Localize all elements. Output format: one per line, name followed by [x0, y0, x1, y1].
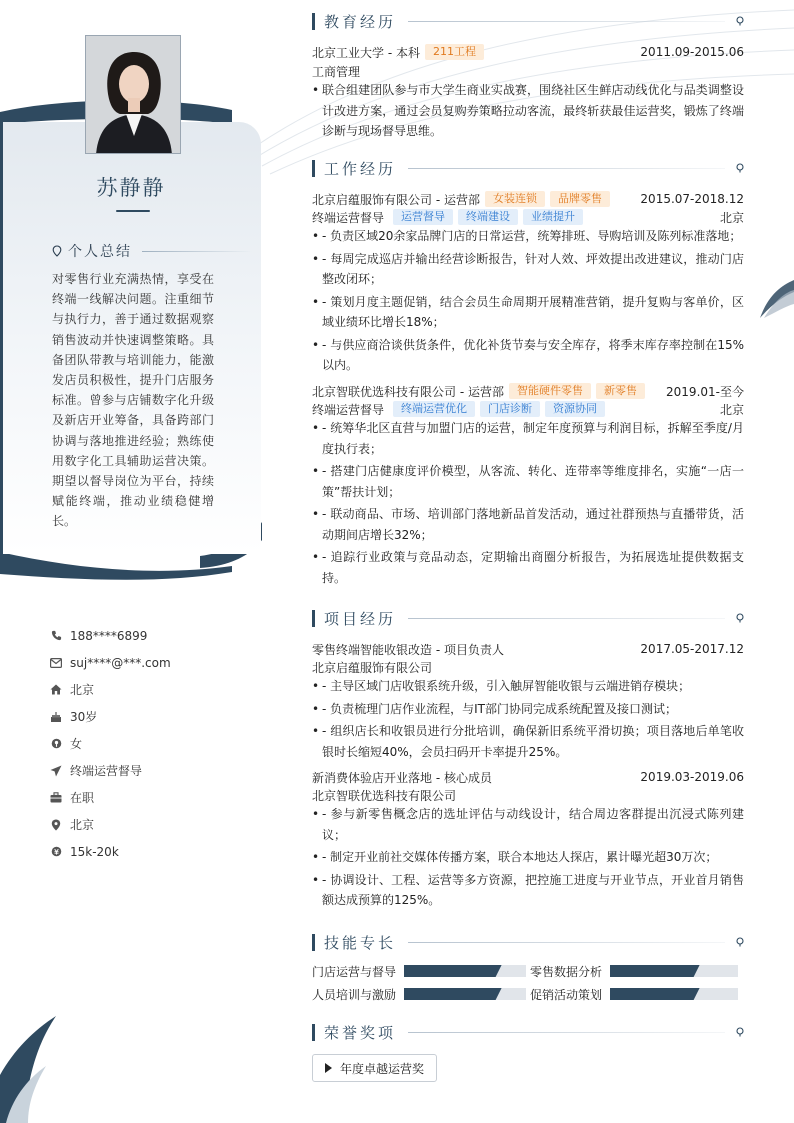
list-item: • - 追踪行业政策与竞品动态，定期输出商圈分析报告，为拓展选址提供数据支持。 — [312, 547, 744, 588]
list-item: • - 制定开业前社交媒体传播方案，联合本地达人探店，累计曝光超30万次； — [312, 847, 744, 868]
project-header — [312, 768, 744, 786]
job-period: 2015.07-2018.12 — [640, 192, 744, 206]
skill-name: 门店运营与督导 — [312, 964, 397, 979]
project-company: 北京智联优选科技有限公司 — [312, 788, 457, 803]
job-bullets — [312, 226, 744, 378]
job-period: 2019.01-至今 — [666, 384, 744, 399]
education-major-row — [312, 62, 744, 80]
section-work — [312, 157, 745, 179]
salary-icon — [50, 846, 62, 858]
play-icon — [325, 1063, 332, 1073]
job-city: 北京 — [719, 402, 744, 417]
project-company-row — [312, 658, 744, 676]
pin-icon — [735, 937, 745, 947]
major: 工商管理 — [312, 64, 361, 79]
skill-tag: 门店诊断 — [480, 401, 540, 417]
skill-bar-fill — [610, 965, 700, 977]
contact-location: 北京 — [50, 811, 250, 838]
pin-icon — [735, 1027, 745, 1037]
briefcase-icon — [50, 792, 62, 804]
skill-item — [312, 987, 526, 1001]
project-period: 2019.03-2019.06 — [640, 770, 744, 784]
name-underline — [116, 210, 150, 212]
mail-icon — [50, 657, 62, 669]
skill-name: 促销活动策划 — [530, 987, 603, 1002]
job-role: 终端运营督导 — [312, 210, 385, 225]
education-tag: 211工程 — [425, 44, 484, 60]
skill-tag: 资源协同 — [545, 401, 605, 417]
skill-name: 人员培训与激励 — [312, 987, 397, 1002]
contact-phone: 188****6899 — [50, 622, 250, 649]
skill-bar-fill — [610, 988, 700, 1000]
contact-list — [50, 622, 250, 865]
job-role-row — [312, 208, 744, 226]
section-title: 荣誉奖项 — [324, 1023, 397, 1042]
job-tag: 女装连锁 — [485, 191, 545, 207]
phone-icon — [50, 630, 62, 642]
list-item: • - 与供应商洽谈供货条件，优化补货节奏与安全库存，将季末库存率控制在15%以内。 — [312, 335, 744, 376]
section-title: 技能专长 — [324, 933, 397, 952]
project-name: 新消费体验店开业落地 - 核心成员 — [312, 770, 492, 785]
job-tag: 品牌零售 — [550, 191, 610, 207]
profile-photo — [85, 35, 181, 154]
home-icon — [50, 684, 62, 696]
summary-header — [52, 241, 252, 261]
project-bullets — [312, 676, 744, 764]
skill-item — [530, 987, 738, 1001]
list-item: • - 负责梳理门店作业流程，与IT部门协同完成系统配置及接口测试； — [312, 699, 744, 720]
contact-email: suj****@***.com — [50, 649, 250, 676]
job-header — [312, 190, 744, 208]
section-title: 项目经历 — [324, 609, 397, 628]
pin-icon — [735, 613, 745, 623]
skill-bar — [610, 965, 738, 977]
list-item: • - 协调设计、工程、运营等多方资源，把控施工进度与开业节点，开业首月销售额达成预算的125%。 — [312, 870, 744, 911]
list-item: • - 每周完成巡店并输出经营诊断报告，针对人效、坪效提出改进建议，推动门店整改闭环； — [312, 249, 744, 290]
list-item: • 联合组建团队参与市大学生商业实战赛，围绕社区生鲜店动线优化与品类调整设计改进方案，通过会员复购券策略拉动客流，最终斩获最佳运营奖，锻炼了终端诊断与现场督导思维。 — [312, 80, 744, 142]
contact-status: 在职 — [50, 784, 250, 811]
project-name: 零售终端智能收银改造 - 项目负责人 — [312, 642, 504, 657]
project-header — [312, 640, 744, 658]
project-bullets — [312, 804, 744, 913]
skill-item — [312, 964, 526, 978]
skill-bar-fill — [404, 965, 502, 977]
summary-title: 个人总结 — [68, 244, 132, 260]
contact-home: 北京 — [50, 676, 250, 703]
skill-name: 零售数据分析 — [530, 964, 603, 979]
candidate-name: 苏静静 — [96, 176, 166, 200]
education-bullets — [312, 80, 744, 144]
contact-age: 30岁 — [50, 703, 250, 730]
award-name: 年度卓越运营奖 — [340, 1061, 425, 1076]
project-company: 北京启蕴服饰有限公司 — [312, 660, 433, 675]
education-header — [312, 43, 744, 61]
contact-position: 终端运营督导 — [50, 757, 250, 784]
job-role-row — [312, 400, 744, 418]
list-item: • - 策划月度主题促销，结合会员生命周期开展精准营销，提升复购与客单价，区域业绩环比增长18%； — [312, 292, 744, 333]
list-item: • - 搭建门店健康度评价模型，从客流、转化、连带率等维度排名，实施“一店一策”帮扶计划； — [312, 461, 744, 502]
skill-bar — [404, 965, 526, 977]
job-tag: 新零售 — [596, 383, 645, 399]
job-city: 北京 — [719, 210, 744, 225]
education-period: 2011.09-2015.06 — [640, 45, 744, 59]
pin-icon — [52, 245, 62, 257]
cake-icon — [50, 711, 62, 723]
project-company-row — [312, 786, 744, 804]
list-item: • - 联动商品、市场、培训部门落地新品首发活动，通过社群预热与直播带货，活动期间店增长32%； — [312, 504, 744, 545]
section-title: 教育经历 — [324, 12, 397, 31]
job-role: 终端运营督导 — [312, 402, 385, 417]
skill-bar — [404, 988, 526, 1000]
section-education — [312, 10, 745, 32]
skill-tag: 运营督导 — [393, 209, 453, 225]
summary-text: 对零售行业充满热情，享受在终端一线解决问题。注重细节与执行力，善于通过数据观察销售波动并快速调整策略。具备团队带教与培训能力，能激发店员积极性，提升门店服务标准。曾参与店铺数字化升级及新店开业筹备，具备跨部门协调与落地推进经验；熟练使用数字化工具辅助运营决策。期望以督导岗位为平台，持续赋能终端，推动业绩稳健增长。 — [52, 272, 214, 529]
pin-icon — [735, 163, 745, 173]
skill-tag: 业绩提升 — [523, 209, 583, 225]
skill-bar-fill — [404, 988, 502, 1000]
pin-icon — [735, 16, 745, 26]
list-item: • - 负责区域20余家品牌门店的日常运营，统筹排班、导购培训及陈列标准落地； — [312, 226, 744, 247]
job-bullets — [312, 418, 744, 590]
contact-salary: 15k-20k — [50, 838, 250, 865]
job-header — [312, 382, 744, 400]
send-icon — [50, 765, 62, 777]
award-badge — [312, 1054, 437, 1082]
school-name: 北京工业大学 - 本科 — [312, 45, 420, 60]
list-item: • - 统筹华北区直营与加盟门店的运营，制定年度预算与利润目标，拆解至季度/月度执行表； — [312, 418, 744, 459]
location-icon — [50, 819, 62, 831]
contact-gender: 女 — [50, 730, 250, 757]
skill-tag: 终端运营优化 — [393, 401, 475, 417]
section-projects — [312, 607, 745, 629]
job-tag: 智能硬件零售 — [509, 383, 591, 399]
gender-icon — [50, 738, 62, 750]
section-honors — [312, 1021, 745, 1043]
section-skills — [312, 931, 745, 953]
company-name: 北京智联优选科技有限公司 - 运营部 — [312, 384, 504, 399]
list-item: • - 组织店长和收银员进行分批培训，确保新旧系统平滑切换；项目落地后单笔收银时长缩短40%，会员扫码开卡率提升25%。 — [312, 721, 744, 762]
section-title: 工作经历 — [324, 159, 397, 178]
list-item: • - 主导区域门店收银系统升级，引入触屏智能收银与云端进销存模块； — [312, 676, 744, 697]
project-period: 2017.05-2017.12 — [640, 642, 744, 656]
skill-tag: 终端建设 — [458, 209, 518, 225]
company-name: 北京启蕴服饰有限公司 - 运营部 — [312, 192, 480, 207]
skill-item — [530, 964, 738, 978]
list-item: • - 参与新零售概念店的选址评估与动线设计，结合周边客群提出沉浸式陈列建议； — [312, 804, 744, 845]
skill-bar — [610, 988, 738, 1000]
